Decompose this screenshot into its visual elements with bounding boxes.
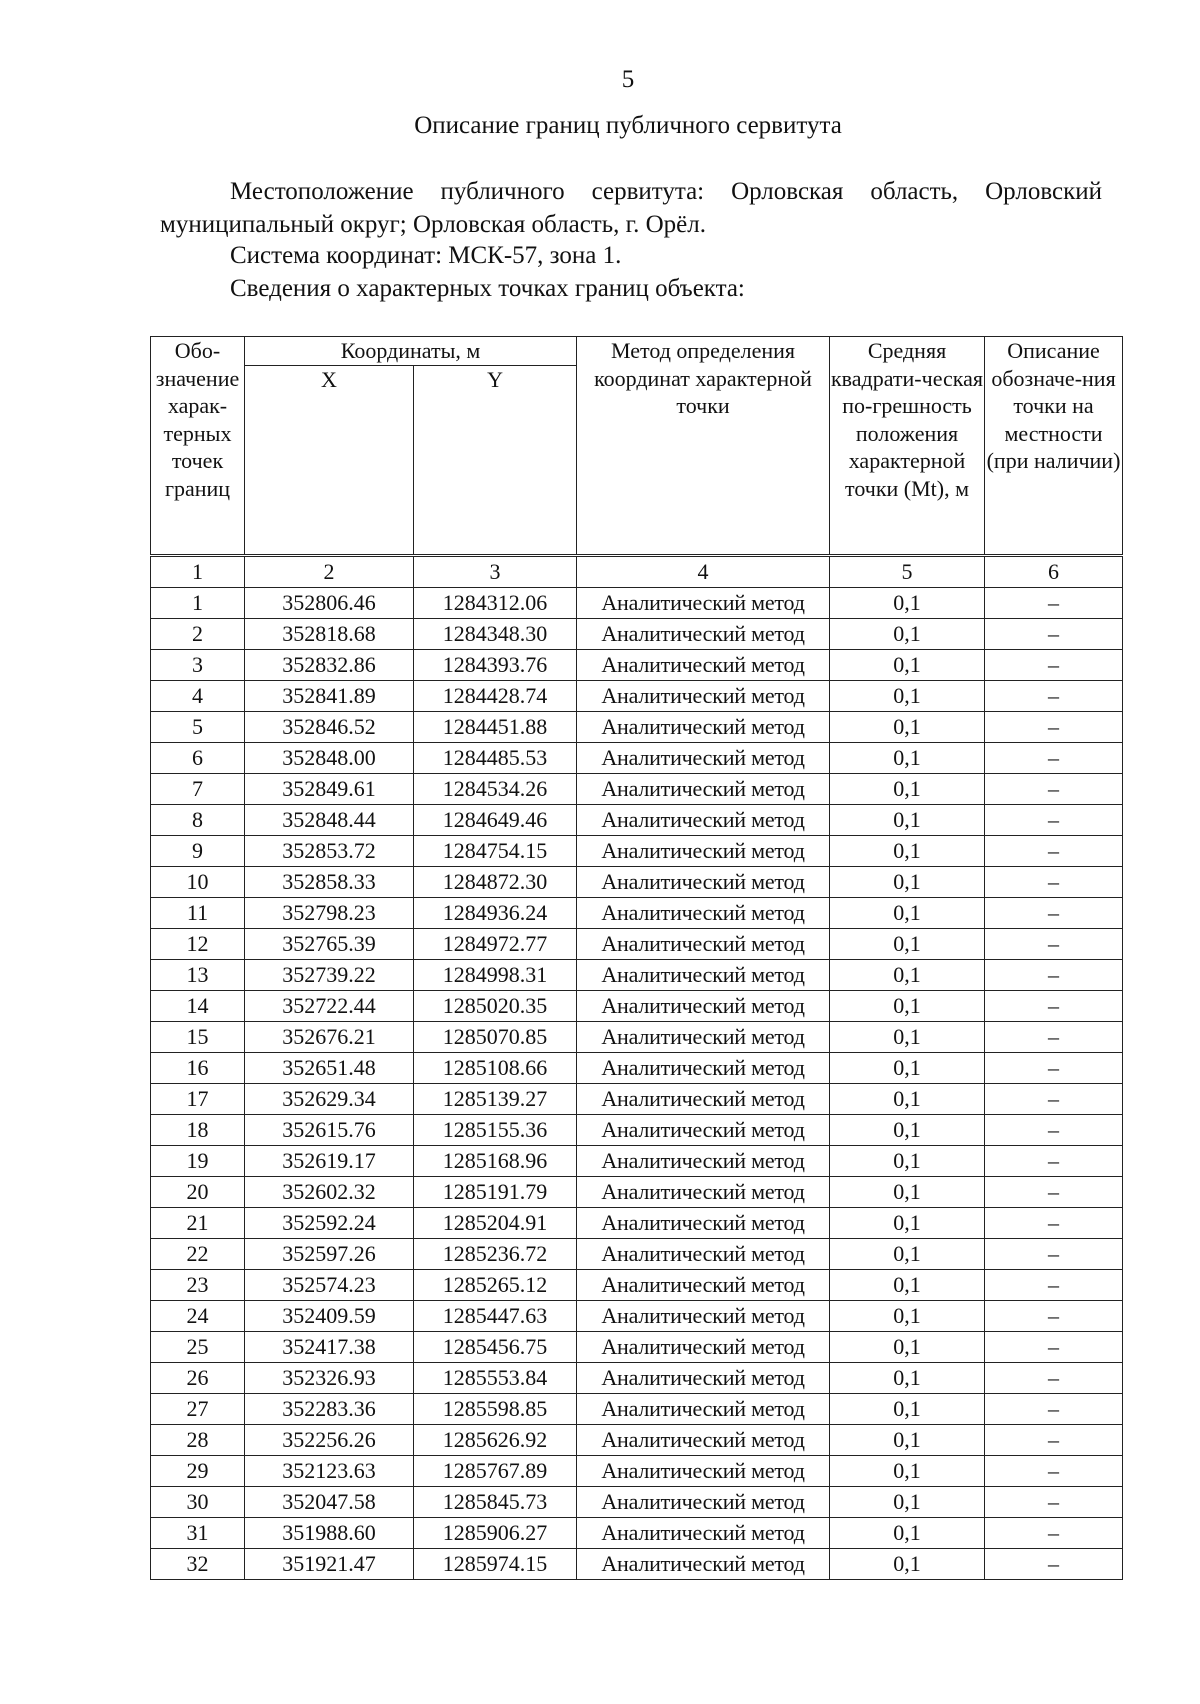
x-coordinate-cell: 352602.32 bbox=[245, 1176, 414, 1207]
method-cell: Аналитический метод bbox=[577, 1238, 830, 1269]
method-cell: Аналитический метод bbox=[577, 1362, 830, 1393]
description-cell: – bbox=[985, 1052, 1123, 1083]
table-row bbox=[151, 1176, 1123, 1207]
method-cell: Аналитический метод bbox=[577, 990, 830, 1021]
description-cell: – bbox=[985, 1083, 1123, 1114]
error-cell: 0,1 bbox=[830, 1238, 985, 1269]
y-coordinate-cell: 1285456.75 bbox=[414, 1331, 577, 1362]
description-cell: – bbox=[985, 1300, 1123, 1331]
table-row bbox=[151, 1455, 1123, 1486]
table-row bbox=[151, 1238, 1123, 1269]
point-number-cell: 22 bbox=[151, 1238, 245, 1269]
description-cell: – bbox=[985, 1455, 1123, 1486]
location-paragraph: Местоположение публичного сервитута: Орловская область, Орловский муниципальный округ; Орловская область, г. Орёл. bbox=[160, 178, 1102, 238]
method-cell: Аналитический метод bbox=[577, 835, 830, 866]
description-cell: – bbox=[985, 866, 1123, 897]
description-cell: – bbox=[985, 742, 1123, 773]
description-cell: – bbox=[985, 804, 1123, 835]
column-number: 4 bbox=[577, 555, 830, 587]
y-coordinate-cell: 1284428.74 bbox=[414, 680, 577, 711]
y-coordinate-cell: 1285168.96 bbox=[414, 1145, 577, 1176]
point-number-cell: 3 bbox=[151, 649, 245, 680]
point-number-cell: 8 bbox=[151, 804, 245, 835]
x-coordinate-cell: 352615.76 bbox=[245, 1114, 414, 1145]
point-number-cell: 5 bbox=[151, 711, 245, 742]
table-row bbox=[151, 1424, 1123, 1455]
error-cell: 0,1 bbox=[830, 1176, 985, 1207]
document-title: Описание границ публичного сервитута bbox=[414, 112, 842, 139]
y-coordinate-cell: 1285191.79 bbox=[414, 1176, 577, 1207]
error-cell: 0,1 bbox=[830, 866, 985, 897]
error-cell: 0,1 bbox=[830, 1548, 985, 1579]
error-cell: 0,1 bbox=[830, 1362, 985, 1393]
description-cell: – bbox=[985, 835, 1123, 866]
y-coordinate-cell: 1285020.35 bbox=[414, 990, 577, 1021]
column-number: 1 bbox=[151, 555, 245, 587]
table-row bbox=[151, 773, 1123, 804]
error-cell: 0,1 bbox=[830, 928, 985, 959]
error-cell: 0,1 bbox=[830, 1393, 985, 1424]
point-number-cell: 4 bbox=[151, 680, 245, 711]
page-number: 5 bbox=[621, 66, 635, 93]
error-cell: 0,1 bbox=[830, 1145, 985, 1176]
point-number-cell: 28 bbox=[151, 1424, 245, 1455]
table-body bbox=[151, 587, 1123, 1579]
point-number-cell: 24 bbox=[151, 1300, 245, 1331]
error-cell: 0,1 bbox=[830, 1021, 985, 1052]
description-cell: – bbox=[985, 587, 1123, 618]
description-cell: – bbox=[985, 680, 1123, 711]
method-cell: Аналитический метод bbox=[577, 1176, 830, 1207]
table-row bbox=[151, 1052, 1123, 1083]
table-row bbox=[151, 1548, 1123, 1579]
error-cell: 0,1 bbox=[830, 618, 985, 649]
description-cell: – bbox=[985, 1176, 1123, 1207]
point-number-cell: 15 bbox=[151, 1021, 245, 1052]
y-coordinate-cell: 1285204.91 bbox=[414, 1207, 577, 1238]
x-coordinate-cell: 352283.36 bbox=[245, 1393, 414, 1424]
y-coordinate-cell: 1285767.89 bbox=[414, 1455, 577, 1486]
x-coordinate-cell: 352846.52 bbox=[245, 711, 414, 742]
method-cell: Аналитический метод bbox=[577, 1083, 830, 1114]
boundary-points-table bbox=[150, 336, 1123, 1580]
table-row bbox=[151, 1207, 1123, 1238]
error-cell: 0,1 bbox=[830, 990, 985, 1021]
y-coordinate-cell: 1284754.15 bbox=[414, 835, 577, 866]
y-coordinate-cell: 1285155.36 bbox=[414, 1114, 577, 1145]
x-coordinate-cell: 352853.72 bbox=[245, 835, 414, 866]
error-cell: 0,1 bbox=[830, 1424, 985, 1455]
table-row bbox=[151, 649, 1123, 680]
x-coordinate-cell: 352326.93 bbox=[245, 1362, 414, 1393]
y-coordinate-cell: 1285626.92 bbox=[414, 1424, 577, 1455]
method-cell: Аналитический метод bbox=[577, 866, 830, 897]
description-cell: – bbox=[985, 1424, 1123, 1455]
table-row bbox=[151, 990, 1123, 1021]
description-cell: – bbox=[985, 1114, 1123, 1145]
x-coordinate-cell: 352739.22 bbox=[245, 959, 414, 990]
point-number-cell: 21 bbox=[151, 1207, 245, 1238]
header-error: Средняя квадрати-ческая по-грешность положения характерной точки (Mt), м bbox=[830, 337, 985, 556]
method-cell: Аналитический метод bbox=[577, 1021, 830, 1052]
description-cell: – bbox=[985, 1362, 1123, 1393]
y-coordinate-cell: 1285236.72 bbox=[414, 1238, 577, 1269]
method-cell: Аналитический метод bbox=[577, 1052, 830, 1083]
x-coordinate-cell: 352848.44 bbox=[245, 804, 414, 835]
table-row bbox=[151, 711, 1123, 742]
description-cell: – bbox=[985, 897, 1123, 928]
y-coordinate-cell: 1284393.76 bbox=[414, 649, 577, 680]
method-cell: Аналитический метод bbox=[577, 1517, 830, 1548]
method-cell: Аналитический метод bbox=[577, 649, 830, 680]
y-coordinate-cell: 1285139.27 bbox=[414, 1083, 577, 1114]
header-method: Метод определения координат характерной точки bbox=[577, 337, 830, 556]
table-row bbox=[151, 1486, 1123, 1517]
x-coordinate-cell: 352592.24 bbox=[245, 1207, 414, 1238]
error-cell: 0,1 bbox=[830, 1455, 985, 1486]
description-cell: – bbox=[985, 711, 1123, 742]
table-row bbox=[151, 1145, 1123, 1176]
y-coordinate-cell: 1284348.30 bbox=[414, 618, 577, 649]
point-number-cell: 26 bbox=[151, 1362, 245, 1393]
description-cell: – bbox=[985, 773, 1123, 804]
x-coordinate-cell: 352676.21 bbox=[245, 1021, 414, 1052]
description-cell: – bbox=[985, 959, 1123, 990]
table-row bbox=[151, 587, 1123, 618]
description-cell: – bbox=[985, 1517, 1123, 1548]
method-cell: Аналитический метод bbox=[577, 587, 830, 618]
x-coordinate-cell: 352417.38 bbox=[245, 1331, 414, 1362]
y-coordinate-cell: 1285974.15 bbox=[414, 1548, 577, 1579]
header-designation: Обо-значение харак-терных точек границ bbox=[151, 337, 245, 556]
method-cell: Аналитический метод bbox=[577, 1486, 830, 1517]
table-row bbox=[151, 1083, 1123, 1114]
point-number-cell: 11 bbox=[151, 897, 245, 928]
y-coordinate-cell: 1284485.53 bbox=[414, 742, 577, 773]
y-coordinate-cell: 1285108.66 bbox=[414, 1052, 577, 1083]
table-row bbox=[151, 928, 1123, 959]
column-number: 3 bbox=[414, 555, 577, 587]
header-y: Y bbox=[414, 365, 577, 555]
point-number-cell: 13 bbox=[151, 959, 245, 990]
error-cell: 0,1 bbox=[830, 1517, 985, 1548]
description-cell: – bbox=[985, 990, 1123, 1021]
y-coordinate-cell: 1285265.12 bbox=[414, 1269, 577, 1300]
x-coordinate-cell: 352798.23 bbox=[245, 897, 414, 928]
description-cell: – bbox=[985, 1393, 1123, 1424]
y-coordinate-cell: 1285553.84 bbox=[414, 1362, 577, 1393]
coordinate-system-line: Система координат: МСК-57, зона 1. bbox=[230, 242, 622, 269]
method-cell: Аналитический метод bbox=[577, 1114, 830, 1145]
y-coordinate-cell: 1285070.85 bbox=[414, 1021, 577, 1052]
description-cell: – bbox=[985, 649, 1123, 680]
x-coordinate-cell: 352765.39 bbox=[245, 928, 414, 959]
description-cell: – bbox=[985, 1331, 1123, 1362]
error-cell: 0,1 bbox=[830, 711, 985, 742]
table-row bbox=[151, 618, 1123, 649]
method-cell: Аналитический метод bbox=[577, 928, 830, 959]
description-cell: – bbox=[985, 928, 1123, 959]
column-number: 6 bbox=[985, 555, 1123, 587]
column-number: 5 bbox=[830, 555, 985, 587]
header-x: X bbox=[245, 365, 414, 555]
table-row bbox=[151, 1269, 1123, 1300]
x-coordinate-cell: 352123.63 bbox=[245, 1455, 414, 1486]
y-coordinate-cell: 1284998.31 bbox=[414, 959, 577, 990]
error-cell: 0,1 bbox=[830, 835, 985, 866]
x-coordinate-cell: 352806.46 bbox=[245, 587, 414, 618]
x-coordinate-cell: 352256.26 bbox=[245, 1424, 414, 1455]
x-coordinate-cell: 351988.60 bbox=[245, 1517, 414, 1548]
y-coordinate-cell: 1284972.77 bbox=[414, 928, 577, 959]
method-cell: Аналитический метод bbox=[577, 711, 830, 742]
point-number-cell: 20 bbox=[151, 1176, 245, 1207]
y-coordinate-cell: 1285598.85 bbox=[414, 1393, 577, 1424]
y-coordinate-cell: 1284312.06 bbox=[414, 587, 577, 618]
point-number-cell: 16 bbox=[151, 1052, 245, 1083]
y-coordinate-cell: 1284872.30 bbox=[414, 866, 577, 897]
point-number-cell: 7 bbox=[151, 773, 245, 804]
method-cell: Аналитический метод bbox=[577, 959, 830, 990]
method-cell: Аналитический метод bbox=[577, 1393, 830, 1424]
x-coordinate-cell: 352047.58 bbox=[245, 1486, 414, 1517]
table-row bbox=[151, 804, 1123, 835]
y-coordinate-cell: 1285845.73 bbox=[414, 1486, 577, 1517]
description-cell: – bbox=[985, 1548, 1123, 1579]
header-description: Описание обозначе-ния точки на местности (при наличии) bbox=[985, 337, 1123, 556]
y-coordinate-cell: 1284451.88 bbox=[414, 711, 577, 742]
point-number-cell: 18 bbox=[151, 1114, 245, 1145]
method-cell: Аналитический метод bbox=[577, 680, 830, 711]
header-coordinates: Координаты, м bbox=[245, 337, 577, 366]
point-number-cell: 25 bbox=[151, 1331, 245, 1362]
method-cell: Аналитический метод bbox=[577, 897, 830, 928]
point-number-cell: 9 bbox=[151, 835, 245, 866]
table-row bbox=[151, 1021, 1123, 1052]
error-cell: 0,1 bbox=[830, 1486, 985, 1517]
description-cell: – bbox=[985, 1486, 1123, 1517]
point-number-cell: 31 bbox=[151, 1517, 245, 1548]
x-coordinate-cell: 351921.47 bbox=[245, 1548, 414, 1579]
error-cell: 0,1 bbox=[830, 680, 985, 711]
y-coordinate-cell: 1284936.24 bbox=[414, 897, 577, 928]
method-cell: Аналитический метод bbox=[577, 1300, 830, 1331]
method-cell: Аналитический метод bbox=[577, 1331, 830, 1362]
error-cell: 0,1 bbox=[830, 804, 985, 835]
table-row bbox=[151, 1362, 1123, 1393]
table-row bbox=[151, 1331, 1123, 1362]
table-row bbox=[151, 959, 1123, 990]
x-coordinate-cell: 352841.89 bbox=[245, 680, 414, 711]
error-cell: 0,1 bbox=[830, 1114, 985, 1145]
table-row bbox=[151, 1114, 1123, 1145]
point-number-cell: 17 bbox=[151, 1083, 245, 1114]
error-cell: 0,1 bbox=[830, 1052, 985, 1083]
method-cell: Аналитический метод bbox=[577, 1269, 830, 1300]
error-cell: 0,1 bbox=[830, 1083, 985, 1114]
x-coordinate-cell: 352848.00 bbox=[245, 742, 414, 773]
table-row bbox=[151, 1517, 1123, 1548]
error-cell: 0,1 bbox=[830, 773, 985, 804]
method-cell: Аналитический метод bbox=[577, 742, 830, 773]
y-coordinate-cell: 1285906.27 bbox=[414, 1517, 577, 1548]
point-number-cell: 6 bbox=[151, 742, 245, 773]
points-intro-line: Сведения о характерных точках границ объекта: bbox=[230, 275, 745, 302]
table-row bbox=[151, 1393, 1123, 1424]
description-cell: – bbox=[985, 1269, 1123, 1300]
point-number-cell: 23 bbox=[151, 1269, 245, 1300]
x-coordinate-cell: 352832.86 bbox=[245, 649, 414, 680]
error-cell: 0,1 bbox=[830, 742, 985, 773]
error-cell: 0,1 bbox=[830, 587, 985, 618]
method-cell: Аналитический метод bbox=[577, 773, 830, 804]
y-coordinate-cell: 1285447.63 bbox=[414, 1300, 577, 1331]
table-row bbox=[151, 680, 1123, 711]
description-cell: – bbox=[985, 1207, 1123, 1238]
description-cell: – bbox=[985, 1145, 1123, 1176]
point-number-cell: 30 bbox=[151, 1486, 245, 1517]
method-cell: Аналитический метод bbox=[577, 1548, 830, 1579]
point-number-cell: 2 bbox=[151, 618, 245, 649]
x-coordinate-cell: 352619.17 bbox=[245, 1145, 414, 1176]
table-row bbox=[151, 866, 1123, 897]
point-number-cell: 12 bbox=[151, 928, 245, 959]
point-number-cell: 29 bbox=[151, 1455, 245, 1486]
x-coordinate-cell: 352818.68 bbox=[245, 618, 414, 649]
description-cell: – bbox=[985, 1021, 1123, 1052]
table-row bbox=[151, 1300, 1123, 1331]
method-cell: Аналитический метод bbox=[577, 1455, 830, 1486]
error-cell: 0,1 bbox=[830, 1331, 985, 1362]
point-number-cell: 19 bbox=[151, 1145, 245, 1176]
point-number-cell: 14 bbox=[151, 990, 245, 1021]
x-coordinate-cell: 352409.59 bbox=[245, 1300, 414, 1331]
table-row bbox=[151, 835, 1123, 866]
method-cell: Аналитический метод bbox=[577, 618, 830, 649]
method-cell: Аналитический метод bbox=[577, 1207, 830, 1238]
x-coordinate-cell: 352574.23 bbox=[245, 1269, 414, 1300]
error-cell: 0,1 bbox=[830, 959, 985, 990]
x-coordinate-cell: 352629.34 bbox=[245, 1083, 414, 1114]
error-cell: 0,1 bbox=[830, 649, 985, 680]
error-cell: 0,1 bbox=[830, 897, 985, 928]
method-cell: Аналитический метод bbox=[577, 1145, 830, 1176]
error-cell: 0,1 bbox=[830, 1300, 985, 1331]
error-cell: 0,1 bbox=[830, 1207, 985, 1238]
column-number: 2 bbox=[245, 555, 414, 587]
error-cell: 0,1 bbox=[830, 1269, 985, 1300]
method-cell: Аналитический метод bbox=[577, 1424, 830, 1455]
y-coordinate-cell: 1284649.46 bbox=[414, 804, 577, 835]
table-row bbox=[151, 742, 1123, 773]
point-number-cell: 10 bbox=[151, 866, 245, 897]
description-cell: – bbox=[985, 618, 1123, 649]
x-coordinate-cell: 352722.44 bbox=[245, 990, 414, 1021]
point-number-cell: 27 bbox=[151, 1393, 245, 1424]
x-coordinate-cell: 352597.26 bbox=[245, 1238, 414, 1269]
point-number-cell: 32 bbox=[151, 1548, 245, 1579]
method-cell: Аналитический метод bbox=[577, 804, 830, 835]
table-row bbox=[151, 897, 1123, 928]
description-cell: – bbox=[985, 1238, 1123, 1269]
point-number-cell: 1 bbox=[151, 587, 245, 618]
x-coordinate-cell: 352849.61 bbox=[245, 773, 414, 804]
y-coordinate-cell: 1284534.26 bbox=[414, 773, 577, 804]
x-coordinate-cell: 352858.33 bbox=[245, 866, 414, 897]
x-coordinate-cell: 352651.48 bbox=[245, 1052, 414, 1083]
